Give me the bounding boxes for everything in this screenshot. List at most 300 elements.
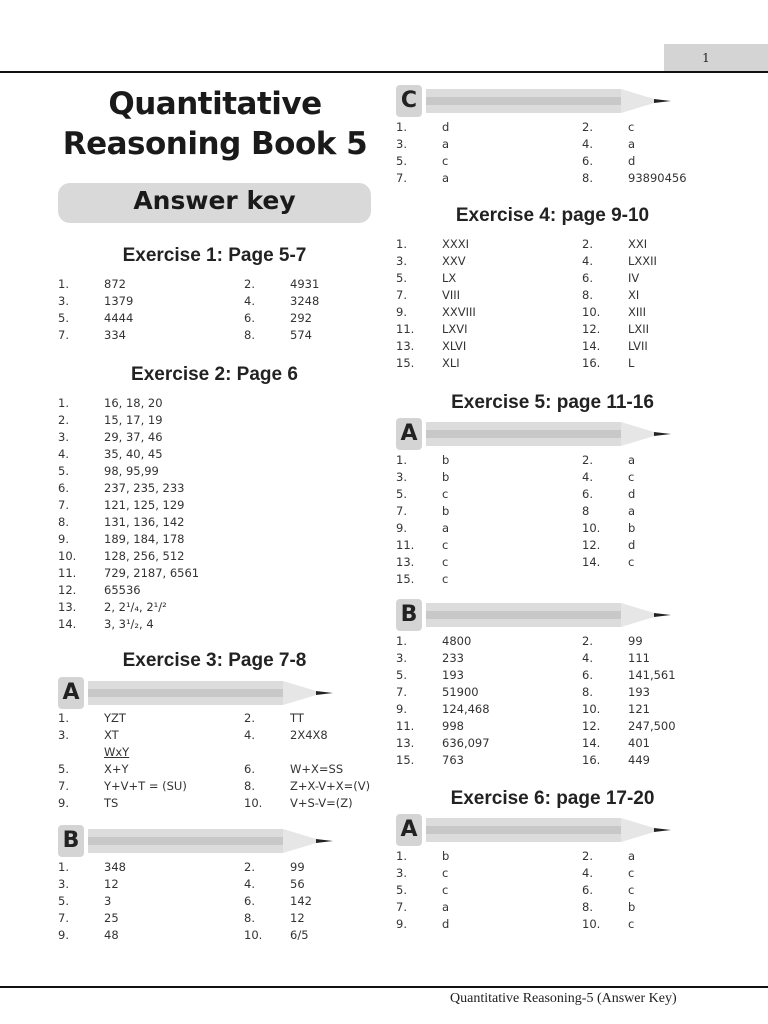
question-number: 2. xyxy=(244,277,255,291)
answer-value: d xyxy=(628,154,636,168)
answer-row xyxy=(396,633,726,650)
answer-row xyxy=(396,170,726,187)
question-number: 4. xyxy=(244,877,255,891)
question-number: 7. xyxy=(58,498,69,512)
question-number: 6. xyxy=(58,481,69,495)
answer-value: b xyxy=(442,849,450,863)
answer-value: 763 xyxy=(442,753,464,767)
answer-row xyxy=(58,616,378,633)
ex6-a-answers xyxy=(396,848,726,933)
answer-row xyxy=(58,910,378,927)
question-number: 1. xyxy=(396,634,407,648)
answer-value: VIII xyxy=(442,288,461,302)
question-number: 5. xyxy=(58,894,69,908)
question-number: 5. xyxy=(396,487,407,501)
question-number: 7. xyxy=(396,504,407,518)
footer-rule xyxy=(0,986,768,988)
ex3-b-answers xyxy=(58,859,378,944)
answer-value: 3, 3¹/₂, 4 xyxy=(104,617,154,631)
answer-row xyxy=(396,452,726,469)
pencil-icon xyxy=(88,825,338,857)
question-number: 1. xyxy=(58,277,69,291)
answer-row xyxy=(58,497,378,514)
answer-value: XXI xyxy=(628,237,648,251)
answer-value: L xyxy=(628,356,635,370)
question-number: 2. xyxy=(582,120,593,134)
answer-value: XT xyxy=(104,728,119,742)
answer-row xyxy=(396,667,726,684)
question-number: 4. xyxy=(582,137,593,151)
answer-row xyxy=(396,848,726,865)
answer-value: 12 xyxy=(104,877,119,891)
question-number: 8. xyxy=(582,288,593,302)
question-number: 8. xyxy=(582,685,593,699)
question-number: 8. xyxy=(582,171,593,185)
answer-value: 51900 xyxy=(442,685,479,699)
question-number: 4. xyxy=(582,651,593,665)
question-number: 4. xyxy=(244,728,255,742)
answer-row xyxy=(396,701,726,718)
question-number: 2. xyxy=(244,711,255,725)
ex5-a-answers xyxy=(396,452,726,588)
answer-value: 12 xyxy=(290,911,305,925)
question-number: 16. xyxy=(582,753,601,767)
answer-value: XXV xyxy=(442,254,466,268)
answer-value: 142 xyxy=(290,894,312,908)
answer-value: YZT xyxy=(104,711,126,725)
section-a-label: A xyxy=(396,418,422,450)
question-number: 6. xyxy=(244,894,255,908)
answer-row xyxy=(58,710,378,727)
question-number: 11. xyxy=(396,322,415,336)
question-number: 8 xyxy=(582,504,590,518)
answer-value: 98, 95,99 xyxy=(104,464,159,478)
book-title xyxy=(30,84,400,164)
answer-value: c xyxy=(442,487,449,501)
answer-row xyxy=(58,327,378,344)
answer-value: 16, 18, 20 xyxy=(104,396,163,410)
answer-value: Z+X-V+X=(V) xyxy=(290,779,371,793)
question-number: 10. xyxy=(58,549,77,563)
question-number: 7. xyxy=(396,685,407,699)
answer-row xyxy=(396,718,726,735)
ex5-b-pencil xyxy=(396,599,676,631)
question-number: 5. xyxy=(58,464,69,478)
answer-row xyxy=(58,548,378,565)
answer-row xyxy=(58,446,378,463)
question-number: 14. xyxy=(582,736,601,750)
question-number: 3. xyxy=(396,866,407,880)
answer-row xyxy=(58,582,378,599)
question-number: 2. xyxy=(582,237,593,251)
answer-value: 292 xyxy=(290,311,312,325)
answer-value: 99 xyxy=(628,634,643,648)
answer-row xyxy=(396,503,726,520)
answer-value: 872 xyxy=(104,277,126,291)
answer-value: XXVIII xyxy=(442,305,476,319)
section-b-label: B xyxy=(58,825,84,857)
answer-row xyxy=(396,287,726,304)
ex5-heading: Exercise 5: page 11-16 xyxy=(451,392,654,413)
question-number: 15. xyxy=(396,356,415,370)
ex3-heading: Exercise 3: Page 7-8 xyxy=(122,650,307,671)
section-b-label: B xyxy=(396,599,422,631)
answer-value: 4444 xyxy=(104,311,134,325)
question-number: 7. xyxy=(58,779,69,793)
answer-value: W+X=SS xyxy=(290,762,344,776)
answer-row xyxy=(396,554,726,571)
question-number: 12. xyxy=(582,719,601,733)
answer-row xyxy=(58,599,378,616)
answer-value: 6/5 xyxy=(290,928,309,942)
question-number: 9. xyxy=(396,305,407,319)
answer-value: Y+V+T = (SU) xyxy=(104,779,187,793)
page-number: 1 xyxy=(702,51,710,65)
question-number: 3. xyxy=(396,254,407,268)
answer-row xyxy=(58,531,378,548)
book-title-line1: Quantitative xyxy=(108,86,322,122)
question-number: 6. xyxy=(244,762,255,776)
answer-value: b xyxy=(442,453,450,467)
question-number: 1. xyxy=(396,849,407,863)
answer-value: 4931 xyxy=(290,277,320,291)
answer-value: 729, 2187, 6561 xyxy=(104,566,200,580)
answer-value: X+Y xyxy=(104,762,129,776)
answer-value: LXXII xyxy=(628,254,657,268)
answer-row xyxy=(58,761,378,778)
answer-value: TS xyxy=(104,796,119,810)
ex3-a-answers xyxy=(58,710,378,812)
question-number: 11. xyxy=(396,538,415,552)
answer-value: a xyxy=(442,137,450,151)
answer-row xyxy=(396,882,726,899)
answer-value: a xyxy=(628,849,636,863)
answer-row xyxy=(58,395,378,412)
answer-value: c xyxy=(628,917,635,931)
answer-value: WxY xyxy=(104,745,130,759)
answer-key-label: Answer key xyxy=(133,186,296,215)
answer-row xyxy=(396,253,726,270)
answer-row xyxy=(396,865,726,882)
answer-row xyxy=(396,899,726,916)
answer-row xyxy=(396,650,726,667)
answer-value: 1379 xyxy=(104,294,134,308)
answer-value: a xyxy=(628,504,636,518)
answer-value: 131, 136, 142 xyxy=(104,515,185,529)
answer-value: 193 xyxy=(442,668,464,682)
answer-value: XIII xyxy=(628,305,647,319)
answer-row xyxy=(396,270,726,287)
question-number: 10. xyxy=(582,917,601,931)
answer-row xyxy=(58,514,378,531)
question-number: 12. xyxy=(582,538,601,552)
question-number: 12. xyxy=(58,583,77,597)
answer-value: c xyxy=(442,154,449,168)
answer-row xyxy=(396,916,726,933)
pencil-icon xyxy=(426,418,676,450)
answer-value: c xyxy=(442,883,449,897)
answer-value: 233 xyxy=(442,651,464,665)
question-number: 4. xyxy=(582,866,593,880)
answer-value: d xyxy=(628,538,636,552)
answer-value: XLVI xyxy=(442,339,467,353)
ex6-heading: Exercise 6: page 17-20 xyxy=(450,788,655,809)
answer-value: 121 xyxy=(628,702,650,716)
ex5-a-pencil xyxy=(396,418,676,450)
answer-value: 141,561 xyxy=(628,668,676,682)
answer-value: 65536 xyxy=(104,583,141,597)
answer-value: c xyxy=(442,866,449,880)
question-number: 3. xyxy=(396,137,407,151)
answer-row xyxy=(58,429,378,446)
question-number: 1. xyxy=(396,237,407,251)
answer-value: a xyxy=(628,453,636,467)
ex4-heading: Exercise 4: page 9-10 xyxy=(455,205,650,226)
answer-row xyxy=(396,153,726,170)
answer-row xyxy=(396,752,726,769)
answer-value: 401 xyxy=(628,736,650,750)
question-number: 9. xyxy=(58,928,69,942)
section-a-label: A xyxy=(58,677,84,709)
answer-row xyxy=(396,355,726,372)
answer-value: 237, 235, 233 xyxy=(104,481,185,495)
answer-row xyxy=(396,236,726,253)
answer-value: c xyxy=(628,866,635,880)
answer-row xyxy=(396,119,726,136)
answer-value: 56 xyxy=(290,877,305,891)
answer-row xyxy=(396,520,726,537)
question-number: 3. xyxy=(396,651,407,665)
question-number: 1. xyxy=(58,396,69,410)
ex-c-pencil xyxy=(396,85,676,117)
question-number: 15. xyxy=(396,753,415,767)
answer-row xyxy=(58,310,378,327)
question-number: 4. xyxy=(58,447,69,461)
question-number: 1. xyxy=(396,453,407,467)
answer-row xyxy=(396,684,726,701)
question-number: 8. xyxy=(582,900,593,914)
answer-value: 25 xyxy=(104,911,119,925)
answer-value: LXII xyxy=(628,322,650,336)
question-number: 11. xyxy=(58,566,77,580)
question-number: 3. xyxy=(58,877,69,891)
question-number: 13. xyxy=(396,736,415,750)
answer-value: 449 xyxy=(628,753,650,767)
answer-value: c xyxy=(628,883,635,897)
answer-row xyxy=(58,778,378,795)
question-number: 7. xyxy=(396,171,407,185)
question-number: 9. xyxy=(396,702,407,716)
question-number: 5. xyxy=(58,311,69,325)
question-number: 14. xyxy=(582,339,601,353)
answer-value: c xyxy=(442,538,449,552)
answer-row xyxy=(396,304,726,321)
answer-value: 3248 xyxy=(290,294,320,308)
question-number: 9. xyxy=(396,917,407,931)
answer-value: V+S-V=(Z) xyxy=(290,796,353,810)
question-number: 2. xyxy=(244,860,255,874)
answer-value: b xyxy=(442,504,450,518)
answer-value: 111 xyxy=(628,651,650,665)
answer-value: 189, 184, 178 xyxy=(104,532,185,546)
question-number: 8. xyxy=(244,911,255,925)
question-number: 9. xyxy=(396,521,407,535)
answer-value: 2, 2¹/₄, 2¹/² xyxy=(104,600,167,614)
section-a-label: A xyxy=(396,814,422,846)
answer-value: 193 xyxy=(628,685,650,699)
question-number: 10. xyxy=(582,305,601,319)
question-number: 10. xyxy=(244,796,263,810)
answer-value: c xyxy=(628,555,635,569)
answer-value: LVII xyxy=(628,339,648,353)
answer-value: d xyxy=(628,487,636,501)
question-number: 8. xyxy=(58,515,69,529)
question-number: 13. xyxy=(396,339,415,353)
answer-value: XXXI xyxy=(442,237,470,251)
question-number: 2. xyxy=(58,413,69,427)
question-number: 5. xyxy=(396,883,407,897)
answer-row xyxy=(396,321,726,338)
question-number: 13. xyxy=(58,600,77,614)
question-number: 4. xyxy=(582,470,593,484)
answer-value: 3 xyxy=(104,894,112,908)
ex2-heading: Exercise 2: Page 6 xyxy=(131,364,298,385)
question-number: 6. xyxy=(582,883,593,897)
answer-row xyxy=(396,486,726,503)
ex1-answers xyxy=(58,276,378,344)
answer-value: TT xyxy=(290,711,304,725)
pencil-icon xyxy=(426,814,676,846)
answer-row xyxy=(58,480,378,497)
ex1-heading: Exercise 1: Page 5-7 xyxy=(122,245,307,266)
question-number: 11. xyxy=(396,719,415,733)
section-c-label: C xyxy=(396,85,422,117)
question-number: 3. xyxy=(58,294,69,308)
question-number: 1. xyxy=(58,860,69,874)
answer-value: 636,097 xyxy=(442,736,490,750)
answer-value: a xyxy=(442,900,450,914)
ex5-b-answers xyxy=(396,633,726,769)
answer-value: a xyxy=(442,171,450,185)
question-number: 10. xyxy=(582,521,601,535)
answer-value: d xyxy=(442,917,450,931)
question-number: 6. xyxy=(244,311,255,325)
pencil-icon xyxy=(426,85,676,117)
answer-value: 124,468 xyxy=(442,702,490,716)
answer-value: c xyxy=(442,572,449,586)
answer-row xyxy=(58,276,378,293)
answer-row xyxy=(58,412,378,429)
pencil-icon xyxy=(426,599,676,631)
question-number: 2. xyxy=(582,634,593,648)
answer-value: XLI xyxy=(442,356,460,370)
answer-value: 574 xyxy=(290,328,312,342)
answer-value: 35, 40, 45 xyxy=(104,447,163,461)
ex6-a-pencil xyxy=(396,814,676,846)
answer-row xyxy=(58,565,378,582)
answer-value: 48 xyxy=(104,928,119,942)
question-number: 3. xyxy=(58,430,69,444)
question-number: 10. xyxy=(582,702,601,716)
answer-value: 4800 xyxy=(442,634,472,648)
question-number: 7. xyxy=(396,900,407,914)
ex3-a-pencil xyxy=(58,677,338,709)
answer-row xyxy=(58,893,378,910)
answer-value: a xyxy=(442,521,450,535)
question-number: 14. xyxy=(58,617,77,631)
question-number: 1. xyxy=(58,711,69,725)
answer-value: 2X4X8 xyxy=(290,728,328,742)
ex2-answers xyxy=(58,395,378,633)
question-number: 5. xyxy=(396,271,407,285)
ex3-b-pencil xyxy=(58,825,338,857)
answer-row xyxy=(58,744,378,761)
question-number: 8. xyxy=(244,779,255,793)
question-number: 14. xyxy=(582,555,601,569)
answer-row xyxy=(396,537,726,554)
answer-value: b xyxy=(628,900,636,914)
answer-value: d xyxy=(442,120,450,134)
answer-value: 93890456 xyxy=(628,171,687,185)
answer-row xyxy=(396,469,726,486)
answer-row xyxy=(58,463,378,480)
question-number: 8. xyxy=(244,328,255,342)
question-number: 2. xyxy=(582,849,593,863)
answer-value: 348 xyxy=(104,860,126,874)
question-number: 2. xyxy=(582,453,593,467)
answer-value: LX xyxy=(442,271,457,285)
answer-value: 998 xyxy=(442,719,464,733)
question-number: 3. xyxy=(58,728,69,742)
answer-row xyxy=(58,795,378,812)
ex-c-answers xyxy=(396,119,726,187)
question-number: 3. xyxy=(396,470,407,484)
ex4-answers xyxy=(396,236,726,372)
answer-value: a xyxy=(628,137,636,151)
question-number: 16. xyxy=(582,356,601,370)
header-rule xyxy=(0,71,768,73)
question-number: 7. xyxy=(58,328,69,342)
answer-row xyxy=(58,927,378,944)
question-number: 9. xyxy=(58,796,69,810)
question-number: 4. xyxy=(244,294,255,308)
answer-value: 121, 125, 129 xyxy=(104,498,185,512)
question-number: 13. xyxy=(396,555,415,569)
answer-value: b xyxy=(628,521,636,535)
answer-value: XI xyxy=(628,288,640,302)
question-number: 4. xyxy=(582,254,593,268)
question-number: 1. xyxy=(396,120,407,134)
answer-value: c xyxy=(442,555,449,569)
answer-row xyxy=(396,735,726,752)
answer-value: 99 xyxy=(290,860,305,874)
answer-value: 15, 17, 19 xyxy=(104,413,163,427)
question-number: 5. xyxy=(396,154,407,168)
question-number: 5. xyxy=(58,762,69,776)
answer-value: b xyxy=(442,470,450,484)
answer-row xyxy=(396,571,726,588)
question-number: 9. xyxy=(58,532,69,546)
answer-value: 334 xyxy=(104,328,126,342)
answer-row xyxy=(396,136,726,153)
answer-value: 29, 37, 46 xyxy=(104,430,163,444)
answer-value: 247,500 xyxy=(628,719,676,733)
answer-value: IV xyxy=(628,271,640,285)
answer-value: 128, 256, 512 xyxy=(104,549,185,563)
question-number: 12. xyxy=(582,322,601,336)
answer-value: c xyxy=(628,470,635,484)
question-number: 7. xyxy=(396,288,407,302)
